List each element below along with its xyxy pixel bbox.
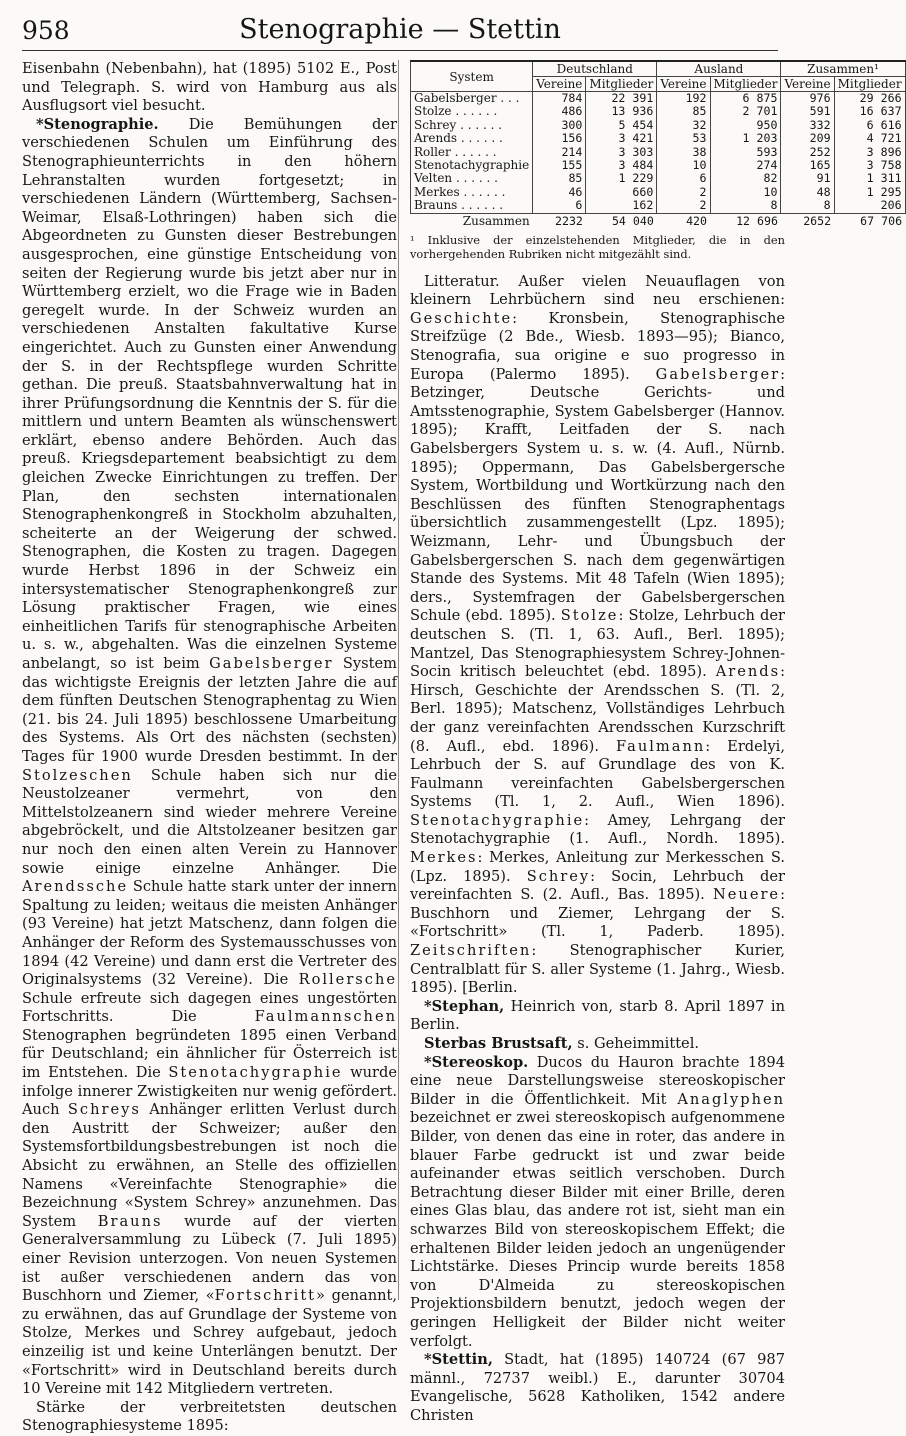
- right-column-text: [410, 273, 785, 1426]
- table-row: [411, 105, 906, 118]
- text-segment: » genannt, zu erwähnen, das auf Grundlage der Systeme von Stolze, Merkes und Schrey aufgebaut, jedoch einzeilig ist und keine Unterlängen benutzt. Der «Fortschritt» wird in Deutschland bereits durch 10 Vereine mit 142 Mitgliedern vertreten.: [22, 1287, 397, 1398]
- table-cell: 252: [781, 146, 834, 159]
- emphasized-text: Stolze: [560, 607, 619, 625]
- emphasized-text: Faulmann: [616, 737, 706, 755]
- text-segment: Schule erfreute sich dagegen eines ungestörten Fortschritts. Die: [22, 989, 397, 1026]
- emphasized-text: Gabelsberger: [209, 655, 334, 672]
- table-row: [411, 172, 906, 185]
- emphasized-text: Anaglyphen: [677, 1090, 785, 1108]
- table-cell-system: Brauns . . . . . .: [411, 199, 533, 213]
- entry-headword: Sterbas Brustsaft,: [424, 1035, 573, 1052]
- text-segment: Stadt, hat (1895) 140724 (67 987 männl., 72737 weibl.) E., darunter 30704 Evangelische, 5628 Katholiken, 1542 andere Christen: [410, 1351, 785, 1424]
- table-cell: 32: [657, 119, 710, 132]
- text-segment: s. Geheimmittel.: [572, 1035, 699, 1052]
- emphasized-text: Neuere: [713, 886, 781, 904]
- text-segment: : Betzinger, Deutsche Gerichts- und Amtsstenographie, System Gabelsberger (Hannov. 1895); Krafft, Leitfaden der S. nach Gabelsbergers System u. s. w. (4. Aufl., Nürnb. 1895); Oppermann, Das Gabelsbergersche System, Wortbildung und Wortkürzung nach den Beschlüssen des fünften Stenographentags übersichtlich zusammengestellt (Lpz. 1895); Weizmann, Lehr- und Übungsbuch der Gabelsbergerschen S. nach dem gegenwärtigen Stande des Systems. Mit 48 Tafeln (Wien 1895); ders., Systemfragen der Gabelsbergerschen Schule (ebd. 1895).: [410, 365, 785, 625]
- table-cell: 593: [710, 146, 781, 159]
- page-number: 958: [22, 16, 70, 45]
- table-row: [411, 146, 906, 159]
- table-subheader: Mitglieder: [834, 77, 905, 92]
- column-divider: [398, 60, 399, 1300]
- table-row: [411, 199, 906, 213]
- text-segment: Schule haben sich nur die Neustolzeaner vermehrt, von den Mittelstolzeanern sind wieder mehrere Vereine abgebröckelt, und die Altstolzeaner besitzen gar nur noch den einen alten Verein zu Hannover sowie einige einzelne Anhänger. Die: [22, 766, 397, 877]
- table-total-cell: 2652: [803, 213, 832, 228]
- table-cell: 3 484: [586, 159, 657, 172]
- table-cell: 976: [781, 92, 834, 106]
- table-cell: 13 936: [586, 105, 657, 118]
- table-cell-system: Stolze . . . . . .: [411, 105, 533, 118]
- table-cell: 165: [781, 159, 834, 172]
- table-cell: 6 875: [710, 92, 781, 106]
- table-cell: 8: [781, 199, 834, 213]
- table-header-group: Deutschland: [533, 61, 657, 77]
- table-total-cell: 2232: [554, 213, 583, 228]
- table-cell-system: Stenotachygraphie: [411, 159, 533, 172]
- paragraph: [410, 998, 785, 1035]
- table-cell: 22 391: [586, 92, 657, 106]
- table-cell: 2: [657, 199, 710, 213]
- emphasized-text: Brauns: [97, 1212, 163, 1230]
- entry-headword: *Stereoskop.: [424, 1053, 529, 1071]
- table-cell: 85: [533, 172, 586, 185]
- table-cell: 3 421: [586, 132, 657, 145]
- text-segment: : Buschhorn und Ziemer, Lehrgang der S. «Fortschritt» (Tl. 1, Paderb. 1895).: [410, 886, 785, 941]
- stenography-statistics-table: [410, 60, 906, 229]
- table-cell: 1 203: [710, 132, 781, 145]
- table-subheader: Mitglieder: [586, 77, 657, 92]
- table-cell: 1 295: [834, 186, 905, 199]
- emphasized-text: Stenotachygraphie: [410, 811, 585, 829]
- table-cell-system: Gabelsberger . . .: [411, 92, 533, 106]
- table-cell: 82: [710, 172, 781, 185]
- text-segment: : Merkes, Anleitung zur Merkesschen S. (Lpz. 1895).: [410, 849, 785, 885]
- table-cell: 6 616: [834, 119, 905, 132]
- table-cell: 6: [533, 199, 586, 213]
- emphasized-text: Faulmannschen: [254, 1008, 397, 1026]
- table-cell: 206: [834, 199, 905, 213]
- table-body: [411, 92, 906, 214]
- table-cell: 192: [657, 92, 710, 106]
- table-cell-system: Roller . . . . . .: [411, 146, 533, 159]
- table-cell: 46: [533, 186, 586, 199]
- table-cell: 3 758: [834, 159, 905, 172]
- emphasized-text: Fortschritt: [214, 1287, 317, 1305]
- table-cell: 53: [657, 132, 710, 145]
- table-cell: 162: [586, 199, 657, 213]
- table-row: [411, 132, 906, 145]
- table-cell: 16 637: [834, 105, 905, 118]
- table-cell: 4 721: [834, 132, 905, 145]
- table-cell: 300: [533, 119, 586, 132]
- running-title: Stenographie — Stettin: [239, 14, 561, 45]
- text-segment: : Erdelyi, Lehrbuch der S. auf Grundlage des von K. Faulmann vereinfachten Gabelsbergerschen Systems (Tl. 1, 2. Aufl., Wien 1896).: [410, 737, 785, 811]
- table-cell: 1 311: [834, 172, 905, 185]
- table-cell: 591: [781, 105, 834, 118]
- table-total-cell: 420: [686, 213, 708, 228]
- table-cell-system: Schrey . . . . . .: [411, 119, 533, 132]
- table-cell: 660: [586, 186, 657, 199]
- text-segment: : Amey, Lehrgang der Stenotachygraphie (1. Aufl., Nordh. 1895).: [410, 811, 785, 848]
- table-row: [411, 159, 906, 172]
- table-total-cell: 67 706: [860, 213, 903, 228]
- left-column: [22, 60, 397, 1436]
- text-segment: : Stenographischer Kurier, Centralblatt für S. aller Systeme (1. Jahrg., Wiesb. 1895). [Berlin.: [410, 942, 785, 997]
- emphasized-text: Rollersche: [298, 971, 397, 989]
- right-column: [410, 60, 903, 1425]
- text-segment: : Kronsbein, Stenographische Streifzüge (2 Bde., Wiesb. 1893—95); Bianco, Stenografia, sua origine e suo progresso in Europa (Palermo 1895).: [410, 309, 785, 383]
- table-cell: 48: [781, 186, 834, 199]
- table-row: [411, 186, 906, 199]
- table-header-system: System: [411, 61, 533, 92]
- page-header: [22, 10, 778, 51]
- table-cell-system: Arends . . . . . .: [411, 132, 533, 145]
- paragraph: [410, 1351, 785, 1425]
- text-segment: Litteratur. Außer vielen Neuauflagen von kleinern Lehrbüchern sind neu erschienen:: [410, 272, 785, 309]
- table-cell: 274: [710, 159, 781, 172]
- table-total-cell: 12 696: [736, 213, 778, 228]
- table-subheader: Vereine: [533, 77, 586, 92]
- table-subheader: Vereine: [781, 77, 834, 92]
- table-row: [411, 92, 906, 106]
- table-cell-system: Velten . . . . . .: [411, 172, 533, 185]
- text-segment: Eisenbahn (Nebenbahn), hat (1895) 5102 E., Post und Telegraph. S. wird von Hamburg aus als Ausflugsort viel besucht.: [22, 60, 397, 115]
- table-cell: 8: [710, 199, 781, 213]
- table-cell: 950: [710, 119, 781, 132]
- table-cell: 3 303: [586, 146, 657, 159]
- table-cell: 6: [657, 172, 710, 185]
- table-cell: 2: [657, 186, 710, 199]
- table-cell: 156: [533, 132, 586, 145]
- entry-headword: *Stephan,: [424, 997, 505, 1015]
- table-cell: 10: [657, 159, 710, 172]
- table-cell: 209: [781, 132, 834, 145]
- text-segment: : Hirsch, Geschichte der Arendsschen S. (Tl. 2, Berl. 1895); Matschenz, Vollständiges Lehrbuch der ganz vereinfachten Arendsschen Kurzschrift (8. Aufl., ebd. 1896).: [410, 663, 785, 755]
- text-segment: : Socin, Lehrbuch der vereinfachten S. (2. Aufl., Bas. 1895).: [410, 867, 785, 904]
- text-segment: Die Bemühungen der verschiedenen Schulen um Einführung des Stenographieunterrichts in den höhern Lehranstalten wurden fortgesetzt; in verschiedenen Ländern (Württemberg, Sachsen-Weimar, Elsaß-Lothringen) haben sich die Abgeordneten zu Gunsten dieser Bestrebungen ausgesprochen, eine günstige Entscheidung von seiten der Regierung wurde bis jetzt aber nur in Württemberg erzielt, wo die Frage wie in Baden geregelt wurde. In der Schweiz wurden an verschiedenen Anstalten fakultative Kurse eingerichtet. Auch zu Gunsten einer Anwendung der S. in der Rechtspflege wurden Schritte gethan. Die preuß. Staatsbahnverwaltung hat in ihrer Prüfungsordnung die Kenntnis der S. für die mittlern und untern Beamten als wünschenswert erklärt, ebenso andere Behörden. Auch das preuß. Kriegsdepartement beabsichtigt zu dem gleichen Zwecke Einrichtungen zu treffen. Der Plan, den sechsten internationalen Stenographenkongreß in Stockholm abzuhalten, scheiterte an der Weigerung der schwed. Stenographen, die Kosten zu tragen. Dagegen wurde Herbst 1896 in der Schweiz ein intersystematischer Stenographenkongreß zur Lösung praktischer Fragen, wie eines einheitlichen Tarifs für stenographische Arbeiten u. s. w., abgehalten. Was die einzelnen Systeme anbelangt, so ist beim: [22, 115, 397, 672]
- table-cell-system: Merkes . . . . . .: [411, 186, 533, 199]
- table-cell: 1 229: [586, 172, 657, 185]
- emphasized-text: Arends: [715, 663, 781, 681]
- table-cell: 91: [781, 172, 834, 185]
- table-cell: 155: [533, 159, 586, 172]
- emphasized-text: Geschichte: [410, 309, 513, 327]
- emphasized-text: Schreys: [67, 1101, 141, 1119]
- text-segment: wurde infolge innerer Zwistigkeiten nur wenig gefördert. Auch: [22, 1064, 397, 1119]
- paragraph: [410, 1054, 785, 1352]
- entry-headword: *Stettin,: [424, 1351, 493, 1369]
- emphasized-text: Zeitschriften: [410, 942, 532, 960]
- table-cell: 10: [710, 186, 781, 199]
- paragraph: [410, 1035, 785, 1054]
- emphasized-text: Stolzeschen: [22, 766, 133, 784]
- table-cell: 214: [533, 146, 586, 159]
- table-cell: 486: [533, 105, 586, 118]
- table-cell: 38: [657, 146, 710, 159]
- text-segment: System das wichtigste Ereignis der letzten Jahre die auf dem fünften Deutschen Stenographentag zu Wien (21. bis 24. Juli 1895) beschlossene Umarbeitung des Systems. Als Ort des nächsten (sechsten) Tages für 1900 wurde Dresden bestimmt. In der: [22, 655, 397, 765]
- table-footnote: ¹ Inklusive der einzelstehenden Mitglieder, die in den vorhergehenden Rubriken nicht mitgezählt sind.: [410, 232, 785, 261]
- emphasized-text: Arendssche: [22, 878, 129, 896]
- emphasized-text: Stenotachygraphie: [168, 1064, 343, 1082]
- paragraph: [22, 116, 397, 1399]
- table-total-cell: 54 040: [611, 213, 654, 228]
- emphasized-text: Gabelsberger: [655, 365, 781, 383]
- text-segment: bezeichnet er zwei stereoskopisch aufgenommene Bilder, von denen das eine in roter, das andere in blauer Farbe gedruckt ist und zwar beide aufeinander etwas seitlich verschoben. Durch Betrachtung dieser Bilder mit einer Brille, deren eines Glas blau, das andere rot ist, sieht man ein schwarzes Bild von stereoskopischem Effekt; die erhaltenen Bilder leiden jedoch an ungenügender Lichtstärke. Dieses Princip wurde bereits 1858 von D'Almeida zu stereoskopischen Projektionsbildern benutzt, jedoch wegen der geringen Helligkeit der Bilder nicht weiter verfolgt.: [410, 1109, 785, 1350]
- text-segment: Anhänger erlitten Verlust durch den Austritt der Schweizer; außer den Systemsfortbildungsbestrebungen ist noch die Absicht zu erwähnen, an Stelle des offiziellen Namens «Vereinfachte Stenographie» die Bezeichnung «System Schrey» anzunehmen. Das System: [22, 1101, 397, 1230]
- paragraph: [410, 273, 785, 998]
- paragraph: [22, 1399, 397, 1436]
- table-cell: 332: [781, 119, 834, 132]
- table-cell: 784: [533, 92, 586, 106]
- table-total-row: [411, 213, 906, 229]
- text-segment: Schule hatte stark unter der innern Spaltung zu leiden; weitaus die meisten Anhänger (93 Vereine) hat jetzt Matschenz, dann folgen die Anhänger der Reform des Systemausschusses von 1894 (42 Vereine) und dann erst die Vertreter des Originalsystems (32 Vereine). Die: [22, 878, 397, 989]
- table-cell: 2 701: [710, 105, 781, 118]
- table-cell: 29 266: [834, 92, 905, 106]
- text-segment: Heinrich von, starb 8. April 1897 in Berlin.: [410, 997, 785, 1034]
- text-segment: Stenographen begründeten 1895 einen Verband für Deutschland; ein ähnlicher für Österreich ist im Entstehen. Die: [22, 1026, 397, 1082]
- table-header-group: Zusammen¹: [781, 61, 905, 77]
- entry-headword: *Stenographie.: [36, 115, 159, 133]
- table-total-label: Zusammen: [462, 213, 530, 228]
- text-segment: Ducos du Hauron brachte 1894 eine neue Darstellungsweise stereoskopischer Bilder in die Öffentlichkeit. Mit: [410, 1053, 785, 1108]
- table-subheader: Mitglieder: [710, 77, 781, 92]
- text-segment: : Stolze, Lehrbuch der deutschen S. (Tl. 1, 63. Aufl., Berl. 1895); Mantzel, Das Stenographiesystem Schrey-Johnen-Socin kritisch beleuchtet (ebd. 1895).: [410, 607, 785, 681]
- paragraph: [22, 60, 397, 116]
- text-segment: wurde auf der vierten Generalversammlung zu Lübeck (7. Juli 1895) einer Revision unterzogen. Von neuen Systemen ist außer verschiedenen andern das von Buschhorn und Ziemer, «: [22, 1212, 397, 1305]
- table-cell: 5 454: [586, 119, 657, 132]
- emphasized-text: Merkes: [410, 849, 478, 867]
- table-cell: 85: [657, 105, 710, 118]
- text-segment: Stärke der verbreitetsten deutschen Stenographiesysteme 1895:: [22, 1398, 397, 1435]
- table-header-group: Ausland: [657, 61, 781, 77]
- emphasized-text: Schrey: [526, 867, 591, 885]
- table-row: [411, 119, 906, 132]
- table-subheader: Vereine: [657, 77, 710, 92]
- table-cell: 3 896: [834, 146, 905, 159]
